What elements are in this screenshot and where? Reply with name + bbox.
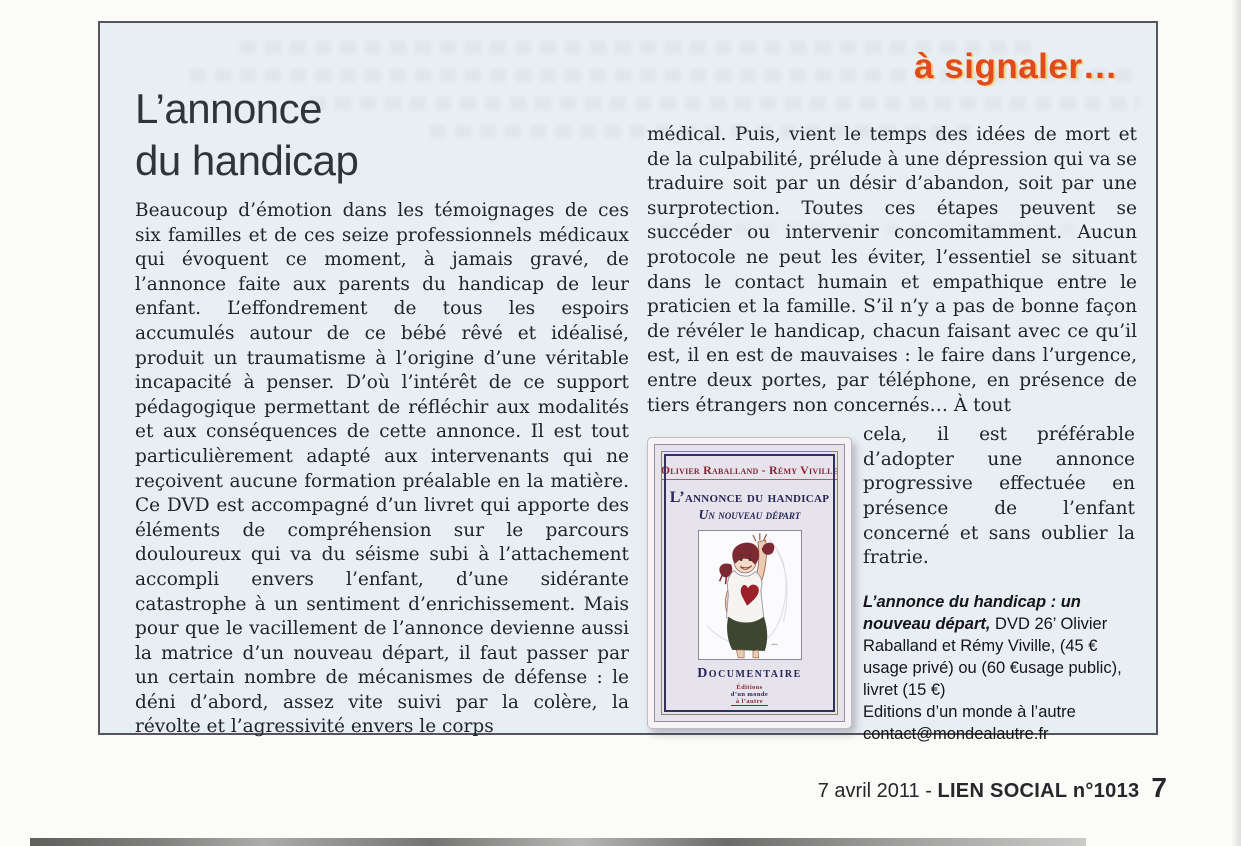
dvd-cover-authors: Olivier Raballand - Rémy Viville bbox=[661, 463, 839, 480]
article-column-right-upper: médical. Puis, vient le temps des idées de mort et de la culpabilité, prélude à une dépression qui va se traduire soit par un désir d’abandon, soit par une surprotection. Toutes ces étapes peuvent se succéder ou intervenir concomitamment. Aucun protocole ne peut les éviter, l’essentiel se situant dans le contact humain et empathique entre le praticien et la famille. S’il n’y a pas de bonne façon de révéler le handicap, chacun faisant avec ce qu’il est, il en est de mauvaises : le faire dans l’urgence, entre deux portes, par téléphone, en présence de tiers étrangers non concernés… À tout bbox=[647, 124, 1137, 416]
dvd-cover-title: L’annonce du handicap bbox=[669, 489, 830, 507]
title-line-2: du handicap bbox=[135, 137, 359, 184]
scan-edge-artifact bbox=[30, 838, 1086, 846]
page-edge-shadow bbox=[1231, 0, 1241, 846]
page-title bbox=[135, 83, 358, 187]
footer-date: 7 avril 2011 - bbox=[817, 780, 938, 802]
article-column-right bbox=[647, 123, 1137, 745]
page-footer bbox=[0, 772, 1167, 804]
article-panel bbox=[98, 21, 1158, 743]
dvd-cover-image bbox=[647, 437, 852, 729]
dvd-cover-genre: Documentaire bbox=[697, 666, 802, 682]
dvd-caption bbox=[863, 591, 1135, 745]
article-column-left: Beaucoup d’émotion dans les témoignages de ces six familles et de ces seize professionnels médicaux qui évoquent ce moment, à jamais gravé, de l’annonce faite aux parents du handicap de leur enfant. L’effondrement de tous les espoirs accumulés autour de ce bébé rêvé et idéalisé, produit un traumatisme à l’origine d’une véritable incapacité à penser. D’où l’intérêt de ce support pédagogique permettant de réfléchir aux modalités et aux conséquences de cette annonce. Il est tout particulièrement adapté aux intervenants qui ne reçoivent aucune formation préalable en la matière. Ce DVD est accompagné d’un livret qui apporte des éléments de compréhension sur le parcours douloureux qui va du séisme subi à l’attachement accompli envers l’enfant, d’une sidérante catastrophe à un sentiment d’enrichissement. Mais pour que le vacillement de l’annonce devienne aussi la matrice d’un nouveau départ, il faut passer par un certain nombre de mécanismes de défense : le déni d’abord, assez vite suivi par la colère, la révolte et l’agressivité envers le corps bbox=[135, 200, 629, 738]
caption-publisher: Editions d’un monde à l’autre bbox=[863, 702, 1076, 721]
dvd-cover-frame bbox=[664, 454, 835, 712]
caption-email: contact@mondealautre.fr bbox=[863, 724, 1049, 743]
dvd-cover-subtitle: Un nouveau départ bbox=[698, 507, 801, 523]
title-line-1: L’annonce bbox=[135, 85, 323, 132]
section-label: à signaler… bbox=[914, 47, 1118, 86]
caption-details: DVD 26’ Olivier Raballand et Rémy Viville, (45 € usage privé) ou (60 €usage public), livret (15 €) bbox=[863, 614, 1122, 699]
caption-title: L’annonce du handicap : un nouveau départ, bbox=[863, 592, 1081, 633]
publisher-logo-line: Éditions bbox=[736, 684, 763, 692]
publisher-logo-line: d’un monde bbox=[730, 691, 769, 699]
footer-magazine-name: LIEN SOCIAL n°1013 bbox=[937, 780, 1140, 802]
bleed-through-artifact bbox=[310, 97, 1140, 110]
article-column-right-wrap: cela, il est préférable d’adopter une annonce progressive effectuée en présence de l’enfant concerné et sans oublier la fratrie. bbox=[863, 424, 1135, 569]
page-number: 7 bbox=[1151, 772, 1167, 803]
publisher-logo-line: à l’autre bbox=[731, 698, 768, 706]
